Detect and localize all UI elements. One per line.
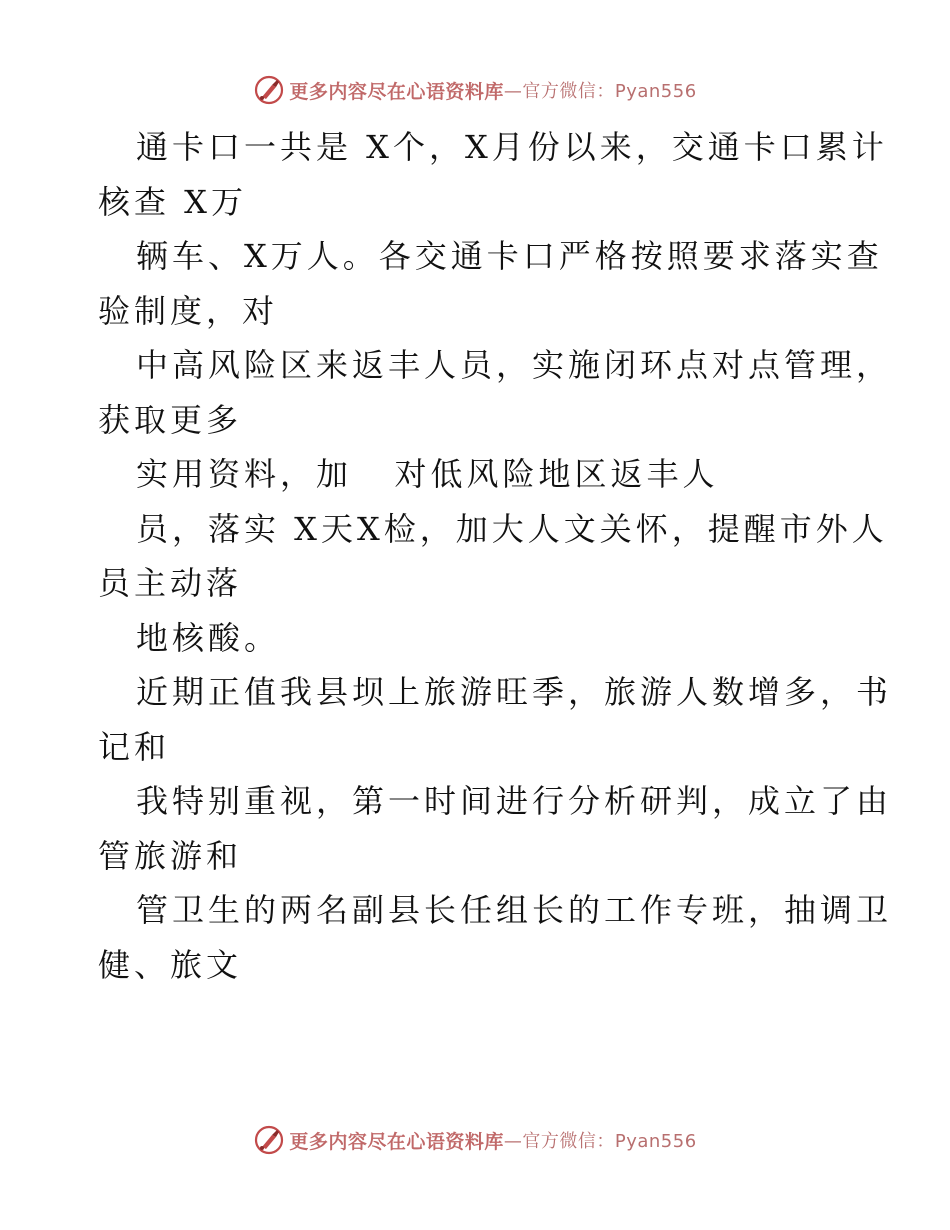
body-line: 地核酸。 [136,618,281,657]
header-watermark-banner [0,70,950,110]
body-line: 辆车、X万人。各交通卡口严格按照要求落实查 [136,237,883,275]
body-line: 验制度，对 [98,291,279,330]
body-line: 员，落实 X天X检，加大人文关怀，提醒市外人 [136,509,888,548]
footer-watermark-banner [0,1120,950,1160]
body-line: 核查 X万 [98,182,247,221]
fountain-pen-icon [253,1124,285,1156]
body-line: 近期正值我县坝上旅游旺季，旅游人数增多，书 [136,673,893,711]
body-line: 我特别重视，第一时间进行分析研判，成立了由 [136,782,893,820]
body-line: 健、旅文 [98,945,243,984]
body-line: 实用资料，加 对低风险地区返丰人 [136,455,719,493]
banner-wechat-text: —官方微信：Pyan556 [503,1131,697,1152]
banner-main-text: 更多内容尽在心语资料库 [289,80,504,103]
body-line: 通卡口一共是 X个，X月份以来，交通卡口累计 [136,128,888,166]
banner-main-text: 更多内容尽在心语资料库 [289,1130,504,1153]
body-line: 记和 [98,727,171,766]
banner-wechat-text: —官方微信：Pyan556 [503,81,697,102]
body-line: 员主动落 [98,564,243,602]
body-line: 获取更多 [98,400,243,439]
body-line: 管旅游和 [98,836,243,875]
fountain-pen-icon [253,74,285,106]
body-line: 中高风险区来返丰人员，实施闭环点对点管理， [136,346,893,384]
document-body [98,120,918,992]
body-line: 管卫生的两名副县长任组长的工作专班，抽调卫 [136,891,893,929]
